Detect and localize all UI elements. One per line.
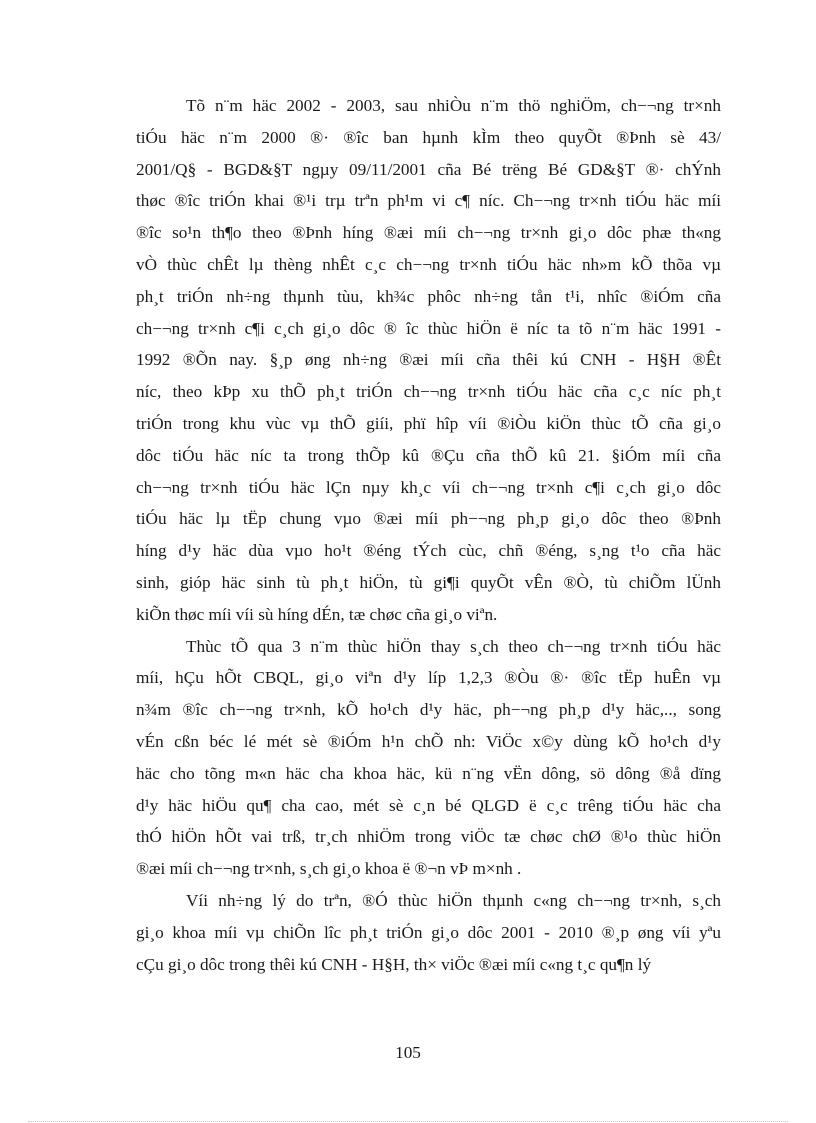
text-line: ch−¬ng tr×nh c¶i c¸ch gi¸o dôc ® îc thùc hiÖn ë níc ta tõ n¨m häc 1991 - (136, 318, 721, 338)
text-line: gi¸o khoa míi vµ chiÕn lîc ph¸t triÓn gi¸o dôc 2001 - 2010 ®¸p øng víi yªu (136, 922, 721, 942)
text-line: tiÓu häc lµ tËp chung vµo ®æi míi ph−¬ng ph¸p gi¸o dôc theo ®Þnh (136, 509, 721, 529)
paragraph (136, 90, 721, 631)
text-line: triÓn trong khu vùc vµ thÕ giíi, phï hîp víi ®iÒu kiÖn thùc tÕ cña gi¸o (136, 413, 721, 433)
text-line: vÉn cßn béc lé mét sè ®iÓm h¹n chÕ nh: ViÖc x©y dùng kÕ ho¹ch d¹y (136, 731, 721, 751)
text-line: 1992 ®Õn nay. §¸p øng nh÷ng ®æi míi cña thêi kú CNH - H§H ®Êt (136, 350, 721, 370)
page-number: 105 (395, 1043, 421, 1062)
text-line: híng d¹y häc dùa vµo ho¹t ®éng tÝch cùc, chñ ®éng, s¸ng t¹o cña häc (136, 541, 721, 561)
text-line: Víi nh÷ng lý do trªn, ®Ó thùc hiÖn thµnh c«ng ch−¬ng tr×nh, s¸ch (186, 890, 721, 910)
paragraph (136, 885, 721, 980)
text-line: ®îc so¹n th¶o theo ®Þnh híng ®æi míi ch−¬ng tr×nh gi¸o dôc phæ th«ng (136, 223, 721, 243)
text-line: kiÕn thøc míi víi sù híng dÉn, tæ chøc cña gi¸o viªn. (136, 604, 498, 624)
text-line: tiÓu häc n¨m 2000 ®· ®îc ban hµnh kÌm theo quyÕt ®Þnh sè 43/ (136, 127, 721, 147)
page-body (136, 90, 721, 980)
text-line: níc, theo kÞp xu thÕ ph¸t triÓn ch−¬ng tr×nh tiÓu häc cña c¸c níc ph¸t (136, 382, 721, 402)
text-line: thÓ hiÖn hÕt vai trß, tr¸ch nhiÖm trong viÖc tæ chøc chØ ®¹o thùc hiÖn (136, 827, 721, 847)
text-line: häc cho tõng m«n häc cha khoa häc, kü n¨ng vËn dông, sö dông ®å dïng (136, 763, 721, 783)
text-line: ch−¬ng tr×nh tiÓu häc lÇn nµy kh¸c víi ch−¬ng tr×nh c¶i c¸ch gi¸o dôc (136, 477, 721, 497)
text-line: dôc tiÓu häc níc ta trong thÕp kû ®Çu cña thÕ kû 21. §iÓm míi cña (136, 445, 721, 465)
text-line: thøc ®îc triÓn khai ®¹i trµ trªn ph¹m vi c¶ níc. Ch−¬ng tr×nh tiÓu häc míi (136, 191, 721, 211)
text-line: ®æi míi ch−¬ng tr×nh, s¸ch gi¸o khoa ë ®¬n vÞ m×nh . (136, 859, 522, 879)
text-line: vÒ thùc chÊt lµ thèng nhÊt c¸c ch−¬ng tr×nh tiÓu häc nh»m kÕ thõa vµ (136, 254, 721, 274)
paragraph (136, 631, 721, 885)
text-line: sinh, gióp häc sinh tù ph¸t hiÖn, tù gi¶i quyÕt vÊn ®Ò, tù chiÕm lÜnh (136, 572, 721, 592)
text-line: d¹y häc hiÖu qu¶ cha cao, mét sè c¸n bé QLGD ë c¸c trêng tiÓu häc cha (136, 795, 721, 815)
page-bottom-border (28, 1121, 788, 1122)
text-line: n¾m ®îc ch−¬ng tr×nh, kÕ ho¹ch d¹y häc, ph−¬ng ph¸p d¹y häc,.., song (136, 700, 721, 720)
text-line: cÇu gi¸o dôc trong thêi kú CNH - H§H, th× viÖc ®æi míi c«ng t¸c qu¶n lý (136, 954, 652, 974)
text-line: Tõ n¨m häc 2002 - 2003, sau nhiÒu n¨m thö nghiÖm, ch−¬ng tr×nh (186, 96, 721, 115)
text-line: ph¸t triÓn nh÷ng thµnh tùu, kh¾c phôc nh÷ng tån t¹i, nhîc ®iÓm cña (136, 286, 721, 306)
text-line: 2001/Q§ - BGD&§T ngµy 09/11/2001 cña Bé trëng Bé GD&§T ®· chÝnh (136, 159, 721, 179)
text-line: míi, hÇu hÕt CBQL, gi¸o viªn d¹y líp 1,2,3 ®Òu ®· ®îc tËp huÊn vµ (136, 668, 721, 688)
text-line: Thùc tÕ qua 3 n¨m thùc hiÖn thay s¸ch theo ch−¬ng tr×nh tiÓu häc (186, 636, 721, 656)
